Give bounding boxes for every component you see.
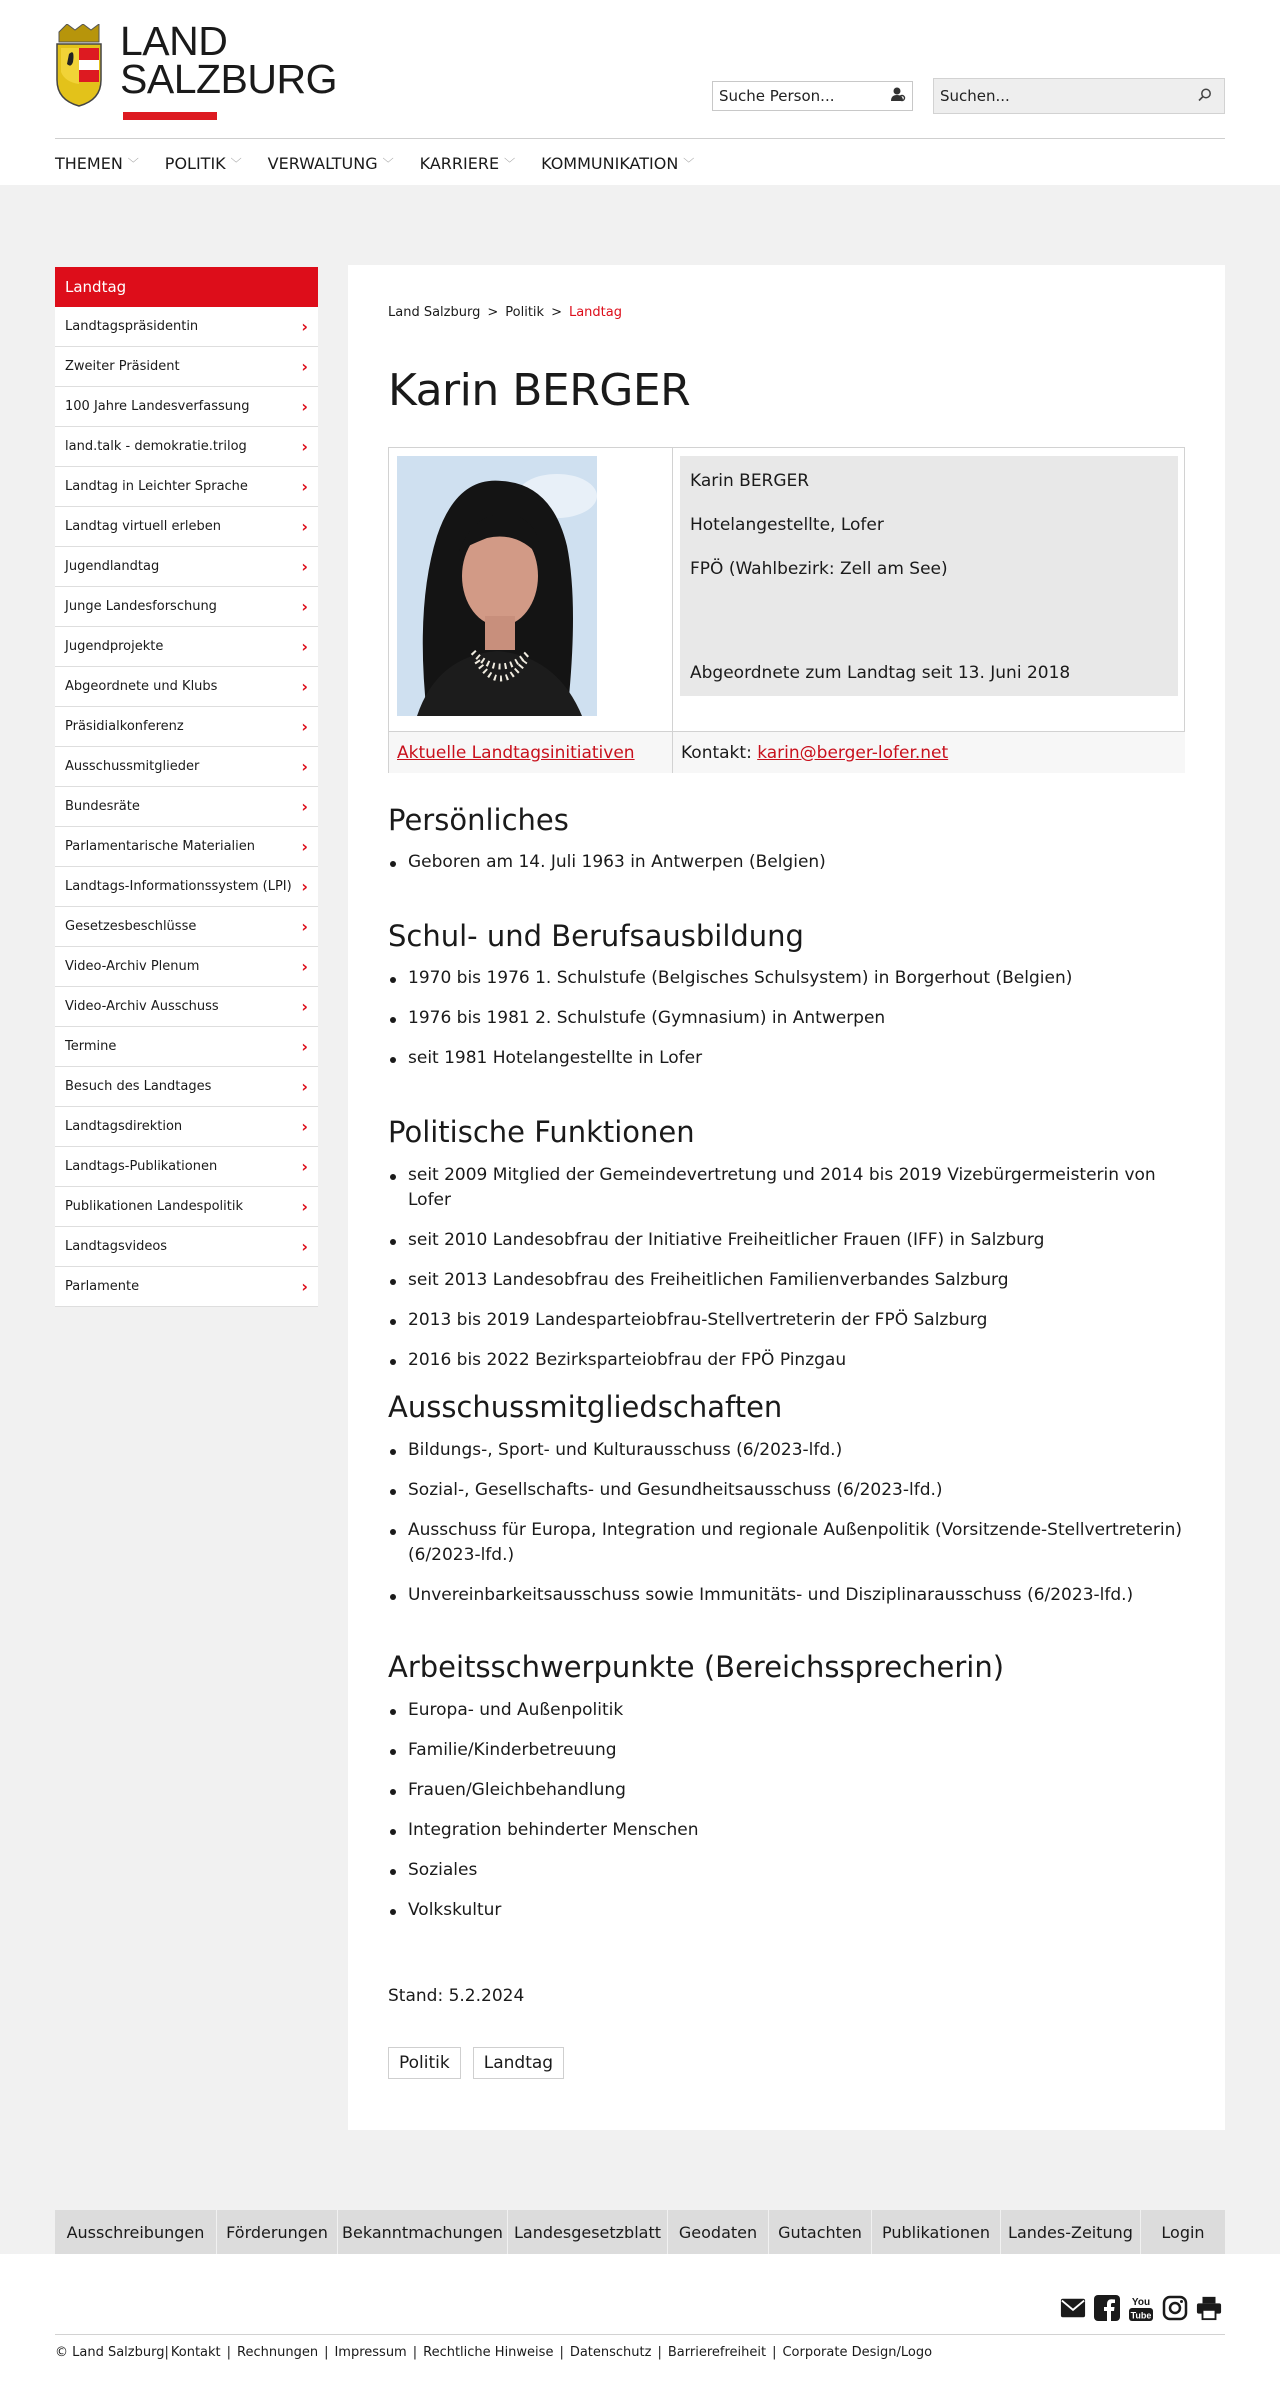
profile-table [388,447,1185,773]
breadcrumb-separator: > [487,305,499,320]
legal-separator: | [657,2345,662,2360]
logo-wordmark: LAND SALZBURG [120,18,337,102]
sidebar-item-label: Junge Landesforschung [65,599,217,614]
legal-link[interactable]: Kontakt [170,2345,221,2360]
last-updated: Stand: 5.2.2024 [388,1986,525,2006]
sidebar-item-label: Landtagspräsidentin [65,319,199,334]
legal-link[interactable]: Impressum [334,2345,407,2360]
profile-name: Karin BERGER [690,471,810,491]
list-item: 2016 bis 2022 Bezirksparteiobfrau der FPÖ Pinzgau [388,1348,1185,1373]
legal-separator: | [772,2345,777,2360]
chevron-right-icon: › [301,1077,308,1096]
initiatives-link[interactable]: Aktuelle Landtagsinitiativen [397,742,635,763]
sidebar-item-label: Abgeordnete und Klubs [65,679,218,694]
sidebar-item-label: Besuch des Landtages [65,1079,212,1094]
sidebar-item[interactable] [55,787,318,827]
breadcrumb-current[interactable]: Landtag [568,305,622,320]
chevron-down-icon: ﹀ [230,157,242,170]
chevron-right-icon: › [301,557,308,576]
legal-link[interactable]: Barrierefreiheit [667,2345,767,2360]
svg-text:You: You [1131,2297,1151,2308]
education-list [388,966,1185,1086]
nav-label: POLITIK [164,153,226,173]
nav-label: KARRIERE [419,153,500,173]
section-heading-political: Politische Funktionen [388,1115,695,1149]
sidebar-item[interactable] [55,1227,318,1267]
sidebar-item-label: 100 Jahre Landesverfassung [65,399,250,414]
chevron-right-icon: › [301,1197,308,1216]
chevron-right-icon: › [301,637,308,656]
instagram-icon[interactable] [1162,2295,1188,2321]
list-item: seit 2013 Landesobfrau des Freiheitlichen Familienverbandes Salzburg [388,1268,1185,1293]
footer-link[interactable]: Login [1161,2222,1205,2242]
main-nav [55,150,720,176]
sidebar-item-label: Publikationen Landespolitik [65,1199,244,1214]
chevron-right-icon: › [301,357,308,376]
section-heading-focus: Arbeitsschwerpunkte (Bereichssprecherin) [388,1650,1005,1684]
sidebar-item[interactable] [55,347,318,387]
print-icon[interactable] [1196,2295,1222,2321]
list-item: Unvereinbarkeitsausschuss sowie Immunitäts- und Disziplinarausschuss (6/2023-lfd.) [388,1583,1185,1608]
list-item: seit 2010 Landesobfrau der Initiative Freiheitlicher Frauen (IFF) in Salzburg [388,1228,1185,1253]
sidebar-item-label: Parlamentarische Materialien [65,839,256,854]
sidebar-item-label: Landtagsvideos [65,1239,168,1254]
committees-list [388,1438,1185,1623]
legal-link[interactable]: Rechtliche Hinweise [423,2345,554,2360]
sidebar-item-label: land.talk - demokratie.trilog [65,439,247,454]
profile-party: FPÖ (Wahlbezirk: Zell am See) [690,559,948,579]
youtube-icon[interactable] [1128,2295,1154,2321]
sidebar-item[interactable] [55,947,318,987]
list-item: Geboren am 14. Juli 1963 in Antwerpen (Belgien) [388,850,1185,875]
sidebar-item-label: Zweiter Präsident [65,359,180,374]
list-item: Sozial-, Gesellschafts- und Gesundheitsausschuss (6/2023-lfd.) [388,1478,1185,1503]
sidebar-item[interactable] [55,1187,318,1227]
sidebar-item[interactable] [55,827,318,867]
chevron-right-icon: › [301,957,308,976]
section-heading-personal: Persönliches [388,803,569,837]
sidebar-item-label: Landtag virtuell erleben [65,519,221,534]
chevron-right-icon: › [301,1117,308,1136]
breadcrumb-separator: > [551,305,562,320]
chevron-right-icon: › [301,797,308,816]
chevron-right-icon: › [301,757,308,776]
portrait-photo [397,456,597,716]
chevron-right-icon: › [301,1037,308,1056]
copyright: © Land Salzburg [55,2345,165,2360]
person-search-input[interactable] [713,82,872,110]
sidebar-item-label: Video-Archiv Plenum [65,959,200,974]
legal-link[interactable]: Corporate Design/Logo [782,2345,933,2360]
portrait-image [397,456,597,716]
chevron-right-icon: › [301,1237,308,1256]
sidebar-item-label: Landtag in Leichter Sprache [65,479,248,494]
land-salzburg-logo[interactable] [55,18,337,122]
sidebar-item[interactable] [55,1107,318,1147]
list-item: Soziales [388,1858,1185,1883]
sidebar-item-label: Parlamente [65,1279,140,1294]
footer-links-bar [55,2210,1225,2254]
chevron-right-icon: › [301,997,308,1016]
sidebar-item[interactable] [55,547,318,587]
sidebar-item-label: Termine [65,1039,117,1054]
legal-separator: | [164,2345,169,2360]
personal-list [388,850,1185,890]
list-item: Frauen/Gleichbehandlung [388,1778,1185,1803]
header-divider [55,138,1225,139]
chevron-right-icon: › [301,917,308,936]
nav-verwaltung[interactable] [268,150,394,176]
sidebar-item[interactable] [55,307,318,347]
footer-link[interactable]: Bekanntmachungen [338,2210,508,2254]
sidebar-item-label: Landtags-Publikationen [65,1159,218,1174]
legal-separator: | [324,2345,329,2360]
mail-icon[interactable] [1060,2295,1086,2321]
chevron-right-icon: › [301,317,308,336]
sidebar-item-label: Video-Archiv Ausschuss [65,999,219,1014]
contact-email-link[interactable]: karin@berger-lofer.net [757,742,949,763]
section-heading-committees: Ausschussmitgliedschaften [388,1390,783,1424]
sidebar-item-label: Landtagsdirektion [65,1119,183,1134]
sidebar-item[interactable] [55,987,318,1027]
profile-since: Abgeordnete zum Landtag seit 13. Juni 2018 [690,663,1071,683]
nav-politik[interactable] [165,150,242,176]
tag-landtag[interactable]: Landtag [473,2047,564,2079]
chevron-right-icon: › [301,717,308,736]
list-item: 1976 bis 1981 2. Schulstufe (Gymnasium) in Antwerpen [388,1006,1185,1031]
legal-separator: | [226,2345,232,2360]
political-list [388,1163,1185,1388]
nav-karriere[interactable] [420,150,515,176]
chevron-down-icon: ﹀ [127,157,139,170]
footer-link[interactable]: Ausschreibungen [55,2210,217,2254]
site-search-box[interactable] [933,78,1225,114]
list-item: Europa- und Außenpolitik [388,1698,1185,1723]
list-item: seit 2009 Mitglied der Gemeindevertretung und 2014 bis 2019 Vizebürgermeisterin von Lofer [388,1163,1185,1213]
contact-label: Kontakt: [681,742,758,763]
chevron-right-icon: › [301,1277,308,1296]
breadcrumb-item[interactable]: Politik [505,305,545,320]
chevron-down-icon: ﹀ [683,157,695,170]
list-item: Volkskultur [388,1898,1185,1923]
list-item: Ausschuss für Europa, Integration und regionale Außenpolitik (Vorsitzende-Stellvertreterin) (6/2023-lfd.) [388,1518,1185,1568]
list-item: 1970 bis 1976 1. Schulstufe (Belgisches Schulsystem) in Borgerhout (Belgien) [388,966,1185,991]
profile-info-box [680,456,1178,696]
sidebar-item[interactable] [55,867,318,907]
sidebar-item[interactable] [55,1147,318,1187]
site-search-input[interactable] [934,79,1166,113]
list-item: seit 1981 Hotelangestellte in Lofer [388,1046,1185,1071]
profile-job: Hotelangestellte, Lofer [690,515,884,535]
nav-kommunikation[interactable] [541,150,694,176]
footer-link[interactable]: Landesgesetzblatt [508,2210,668,2254]
list-item: Integration behinderter Menschen [388,1818,1185,1843]
sidebar-item[interactable] [55,907,318,947]
person-search-icon[interactable] [890,86,906,106]
footer-divider [55,2334,1225,2335]
sidebar-item[interactable] [55,427,318,467]
social-icons [1052,2295,1222,2321]
breadcrumb-item[interactable]: Land Salzburg [388,305,481,320]
sidebar-item[interactable] [55,587,318,627]
initiatives-cell [389,732,672,773]
sidebar-item-label: Ausschussmitglieder [65,759,200,774]
footer-link[interactable]: Geodaten [668,2210,769,2254]
nav-label: VERWALTUNG [267,153,378,173]
chevron-right-icon: › [301,397,308,416]
page-title: Karin BERGER [388,365,691,416]
legal-separator: | [559,2345,564,2360]
list-item: Familie/Kinderbetreuung [388,1738,1185,1763]
chevron-right-icon: › [301,517,308,536]
chevron-down-icon: ﹀ [382,157,394,170]
chevron-right-icon: › [301,677,308,696]
legal-link[interactable]: Datenschutz [569,2345,652,2360]
tag-politik[interactable]: Politik [388,2047,461,2079]
sidebar-title[interactable]: Landtag [55,267,318,307]
nav-themen[interactable] [55,150,139,176]
sidebar-item[interactable] [55,507,318,547]
sidebar-item[interactable] [55,467,318,507]
main-content [348,265,1225,2130]
section-heading-education: Schul- und Berufsausbildung [388,919,804,953]
table-divider [672,448,673,772]
breadcrumb [388,305,622,320]
sidebar-item-label: Landtags-Informationssystem (LPI) [65,879,292,894]
chevron-down-icon: ﹀ [504,157,516,170]
facebook-icon[interactable] [1094,2295,1120,2321]
sidebar-item-label: Jugendlandtag [65,559,160,574]
chevron-right-icon: › [301,597,308,616]
legal-link[interactable]: Rechnungen [237,2345,319,2360]
nav-label: THEMEN [55,153,123,173]
sidebar-item[interactable] [55,707,318,747]
list-item: Bildungs-, Sport- und Kulturausschuss (6/2023-lfd.) [388,1438,1185,1463]
sidebar-item-label: Präsidialkonferenz [65,719,184,734]
sidebar-item-label: Jugendprojekte [65,639,164,654]
site-header [0,0,1280,185]
sidebar-item[interactable] [55,1067,318,1107]
sidebar-item-label: Gesetzesbeschlüsse [65,919,197,934]
focus-list [388,1698,1185,1938]
chevron-right-icon: › [301,437,308,456]
footer [0,2254,1280,2399]
svg-text:Tube: Tube [1130,2310,1152,2321]
footer-link[interactable]: Gutachten [769,2210,872,2254]
sidebar-item[interactable] [55,667,318,707]
footer-link[interactable]: Landes-Zeitung [1001,2210,1141,2254]
coat-of-arms-icon [55,24,103,108]
sidebar [55,267,318,1307]
sidebar-item-label: Bundesräte [65,799,140,814]
sidebar-item[interactable] [55,1267,318,1307]
logo-red-bar [123,112,217,120]
search-icon[interactable] [1198,87,1212,106]
sidebar-item[interactable] [55,747,318,787]
tag-list [388,2047,576,2079]
person-search-box[interactable] [712,81,913,111]
chevron-right-icon: › [301,477,308,496]
footer-link[interactable]: Förderungen [217,2210,338,2254]
legal-links [55,2345,932,2360]
nav-label: KOMMUNIKATION [541,153,679,173]
sidebar-item[interactable] [55,387,318,427]
sidebar-item[interactable] [55,1027,318,1067]
sidebar-item[interactable] [55,627,318,667]
legal-separator: | [412,2345,418,2360]
list-item: 2013 bis 2019 Landesparteiobfrau-Stellvertreterin der FPÖ Salzburg [388,1308,1185,1333]
chevron-right-icon: › [301,837,308,856]
footer-link[interactable]: Publikationen [872,2210,1001,2254]
chevron-right-icon: › [301,1157,308,1176]
contact-cell [673,732,1185,773]
chevron-right-icon: › [301,877,308,896]
